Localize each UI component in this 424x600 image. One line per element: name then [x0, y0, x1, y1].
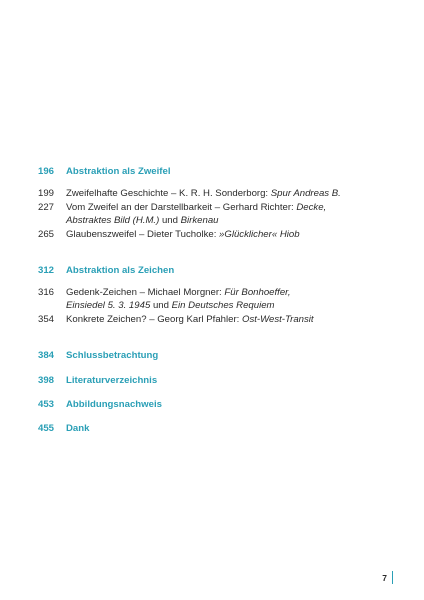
toc-page-number: 384: [38, 350, 55, 361]
toc-section-title: Abstraktion als Zweifel: [66, 166, 171, 177]
toc-entry-work-title: Spur Andreas B.: [270, 188, 341, 199]
toc-entry-work-title: »Glücklicher« Hiob: [219, 229, 300, 240]
toc-page-number: 398: [38, 375, 55, 386]
toc-entry-title: Gedenk-Zeichen – Michael Morgner:: [66, 287, 225, 298]
toc-entry-work-title: Für Bonhoeffer,: [224, 287, 291, 298]
toc-section-title: Schlussbetrachtung: [66, 350, 159, 361]
toc-entry-title: Glaubenszweifel – Dieter Tucholke:: [66, 229, 220, 240]
toc-entry-title: Zweifelhafte Geschichte – K. R. H. Sonderborg:: [66, 188, 271, 199]
toc-entry-connector: und: [150, 300, 172, 311]
toc-entry-work-title: Birkenau: [180, 215, 219, 226]
toc-entry-work-title: Einsiedel 5. 3. 1945: [66, 300, 151, 311]
toc-page-number: 312: [38, 265, 55, 276]
toc-entry-connector: und: [159, 215, 181, 226]
toc-section-title: Dank: [66, 423, 90, 434]
toc-page-number: 354: [38, 314, 55, 325]
toc-page-number: 196: [38, 166, 55, 177]
toc-page-number: 455: [38, 423, 55, 434]
toc-entry-work-title: Ost-West-Transit: [241, 314, 314, 325]
toc-entry-text: [66, 286, 366, 312]
toc-entry-title: Vom Zweifel an der Darstellbarkeit – Gerhard Richter:: [66, 202, 297, 213]
page-number: 7: [382, 573, 387, 583]
toc-section-title: Abstraktion als Zeichen: [66, 265, 175, 276]
toc-entry-text: [66, 187, 366, 200]
toc-entry-work-title: Abstraktes Bild (H.M.): [66, 215, 160, 226]
toc-section-title: Literaturverzeichnis: [66, 375, 158, 386]
page-footer: [360, 571, 393, 585]
toc-entry-work-title: Ein Deutsches Requiem: [171, 300, 275, 311]
toc-entry-text: [66, 228, 366, 241]
toc-entry-title: Konkrete Zeichen? – Georg Karl Pfahler:: [66, 314, 242, 325]
toc-section-title: Abbildungsnachweis: [66, 399, 162, 410]
toc-entry-text: [66, 201, 366, 227]
page-number-divider: [392, 571, 393, 584]
toc-page-number: 453: [38, 399, 55, 410]
toc-page-number: 265: [38, 229, 55, 240]
toc-page-number: 227: [38, 202, 55, 213]
toc-entry-text: [66, 313, 366, 326]
toc-page-number: 199: [38, 188, 55, 199]
toc-entry-work-title: Decke,: [296, 202, 327, 213]
toc-page-number: 316: [38, 287, 55, 298]
